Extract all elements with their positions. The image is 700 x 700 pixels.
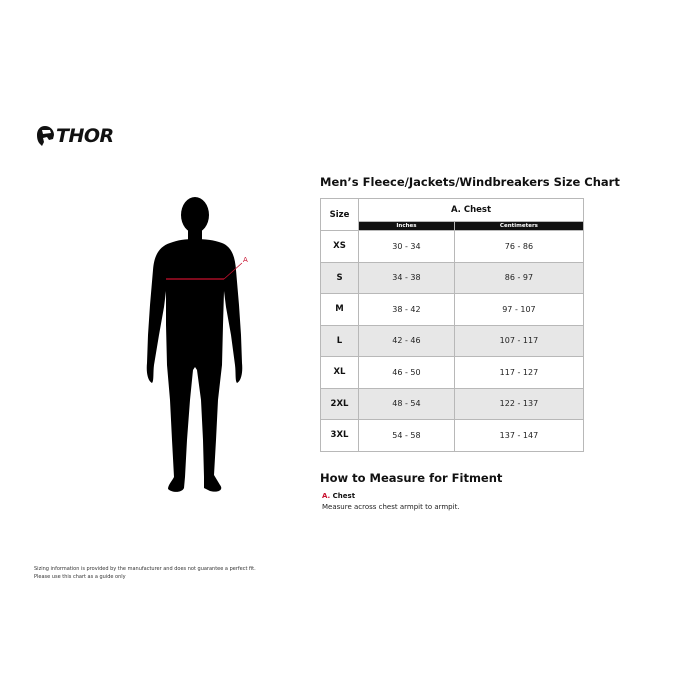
chest-column-header: A. Chest (359, 199, 584, 222)
measure-letter: A. (322, 492, 331, 500)
chest-marker-label: A (243, 256, 248, 264)
size-cell: L (321, 325, 359, 357)
centimeters-cell: 107 - 117 (454, 325, 583, 357)
centimeters-cell: 122 - 137 (454, 388, 583, 420)
measure-section-title: How to Measure for Fitment (320, 471, 503, 485)
brand-logo-text: THOR (56, 125, 114, 147)
inches-cell: 46 - 50 (359, 357, 455, 389)
disclaimer-line: Sizing information is provided by the manufacturer and does not guarantee a perfect fit. (34, 566, 256, 572)
centimeters-cell: 97 - 107 (454, 294, 583, 326)
brand-logo (36, 125, 114, 147)
table-row (321, 420, 584, 452)
table-row (321, 294, 584, 326)
inches-column-header: Inches (359, 222, 455, 231)
size-cell: S (321, 262, 359, 294)
helmet-logo-icon (36, 125, 55, 147)
centimeters-cell: 137 - 147 (454, 420, 583, 452)
inches-cell: 30 - 34 (359, 231, 455, 263)
measure-chest-label (322, 492, 355, 500)
size-cell: 2XL (321, 388, 359, 420)
size-cell: 3XL (321, 420, 359, 452)
centimeters-cell: 117 - 127 (454, 357, 583, 389)
size-chart-title: Men’s Fleece/Jackets/Windbreakers Size Chart (320, 175, 620, 189)
size-chart-table (320, 198, 584, 452)
inches-cell: 34 - 38 (359, 262, 455, 294)
body-silhouette (140, 195, 260, 500)
table-row (321, 388, 584, 420)
centimeters-cell: 86 - 97 (454, 262, 583, 294)
inches-cell: 38 - 42 (359, 294, 455, 326)
size-cell: XS (321, 231, 359, 263)
inches-cell: 48 - 54 (359, 388, 455, 420)
centimeters-cell: 76 - 86 (454, 231, 583, 263)
size-cell: XL (321, 357, 359, 389)
table-row (321, 262, 584, 294)
inches-cell: 42 - 46 (359, 325, 455, 357)
table-row (321, 231, 584, 263)
measure-description: Measure across chest armpit to armpit. (322, 503, 460, 511)
inches-cell: 54 - 58 (359, 420, 455, 452)
measure-label-text: Chest (332, 492, 356, 500)
size-cell: M (321, 294, 359, 326)
size-column-header: Size (321, 199, 359, 231)
disclaimer-line: Please use this chart as a guide only (34, 573, 126, 580)
table-row (321, 357, 584, 389)
centimeters-column-header: Centimeters (454, 222, 583, 231)
sizing-disclaimer (34, 566, 256, 581)
table-row (321, 325, 584, 357)
